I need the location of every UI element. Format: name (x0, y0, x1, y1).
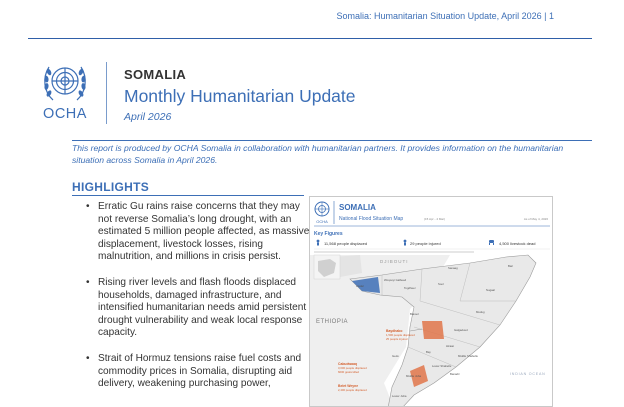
map-title: SOMALIA (339, 203, 376, 212)
region-lower-shabelle: Lower Shabelle (432, 364, 452, 368)
logo-divider (106, 62, 107, 124)
intro-paragraph: This report is produced by OCHA Somalia in collaboration with humanitarian partners. It provides information on the humanitarian situation across Somalia in April 2026. (72, 143, 564, 165)
region-bari: Bari (508, 264, 513, 268)
region-awdal: Awdal (356, 284, 364, 288)
region-bakool: Bakool (410, 312, 419, 316)
map-as-of: As of May 4, 2026 (523, 217, 548, 221)
map-ocha-icon (315, 202, 329, 216)
highlights-list (86, 201, 314, 404)
region-woqooyi-galbeed: Woqooyi Galbeed (384, 278, 407, 282)
document-date: April 2026 (124, 111, 172, 123)
key-figure-injured: 29 people injured (410, 241, 441, 246)
svg-text:Belet Weyne: Belet Weyne (338, 384, 359, 388)
svg-text:Cabudwaaq: Cabudwaaq (338, 362, 358, 366)
svg-text:2,400 people displaced: 2,400 people displaced (338, 388, 367, 392)
highlight-item: • Strait of Hormuz tensions raise fuel costs and commodity prices in Somalia, disrupting aid delivery, weakening purchasing power, (86, 353, 314, 391)
region-sanaag: Sanaag (448, 266, 458, 270)
people-injured-icon (404, 240, 407, 246)
highlights-heading: HIGHLIGHTS (72, 180, 149, 194)
label-djibouti: DJIBOUTI (380, 259, 409, 264)
region-sool: Sool (438, 282, 444, 286)
region-nugaal: Nugaal (486, 288, 495, 292)
ocha-logo (34, 60, 94, 130)
intro-rule (72, 140, 592, 141)
label-indian-ocean: INDIAN OCEAN (510, 372, 546, 376)
svg-text:Baydhabo: Baydhabo (386, 329, 403, 333)
region-banadir: Banadir (450, 372, 460, 376)
map-date-range: (15 Apr - 4 Mar) (424, 217, 446, 221)
highlight-item: • Erratic Gu rains raise concerns that they may not reverse Somalia’s long drought, with an estimated 5 million people affected, as massive displacement, livestock losses, rising malnutrition, and millions in crisis persist. (86, 201, 314, 264)
region-gedo: Gedo (392, 354, 399, 358)
region-mudug: Mudug (476, 310, 485, 314)
svg-text:6000 goats killed: 6000 goats killed (338, 370, 359, 374)
region-hiraan: Hiraan (446, 344, 455, 348)
region-bay: Bay (426, 350, 431, 354)
region-middle-juba: Middle Juba (406, 374, 422, 378)
region-galgaduud: Galgaduud (454, 328, 468, 332)
document-title: Monthly Humanitarian Update (124, 86, 356, 106)
livestock-icon (489, 240, 494, 245)
flood-situation-map (309, 196, 553, 407)
region-lower-juba: Lower Juba (392, 394, 407, 398)
key-figure-livestock: 4,500 livestock dead (499, 241, 536, 246)
header-rule (28, 38, 592, 39)
map-graphic (310, 197, 553, 407)
map-ocha-wordmark: OCHA (316, 219, 328, 224)
region-togdheer: Togdheer (404, 286, 416, 290)
highlight-item: • Rising river levels and flash floods displaced households, damaged infrastructure, and intensified humanitarian needs amid persistent drought vulnerability and weak local response capacity. (86, 277, 314, 340)
logo-wordmark: OCHA (43, 106, 87, 122)
label-ethiopia: ETHIOPIA (316, 319, 349, 325)
people-displaced-icon (317, 240, 320, 246)
map-subtitle: National Flood Situation Map (339, 216, 404, 222)
un-emblem-icon (40, 60, 90, 106)
map-key-figures-label: Key Figures (314, 231, 343, 237)
highlights-rule (72, 195, 304, 196)
document-country: SOMALIA (124, 67, 187, 82)
svg-text:1,500 people displaced: 1,500 people displaced (386, 333, 415, 337)
running-head: Somalia: Humanitarian Situation Update, April 2026 | 1 (336, 11, 554, 21)
svg-text:25 people injured: 25 people injured (386, 337, 408, 341)
flood-area-baydhabo (422, 321, 444, 339)
region-middle-shabelle: Middle Shabelle (458, 354, 478, 358)
key-figure-displaced: 11,568 people displaced (324, 241, 368, 246)
svg-text:3,000 people displaced: 3,000 people displaced (338, 366, 367, 370)
